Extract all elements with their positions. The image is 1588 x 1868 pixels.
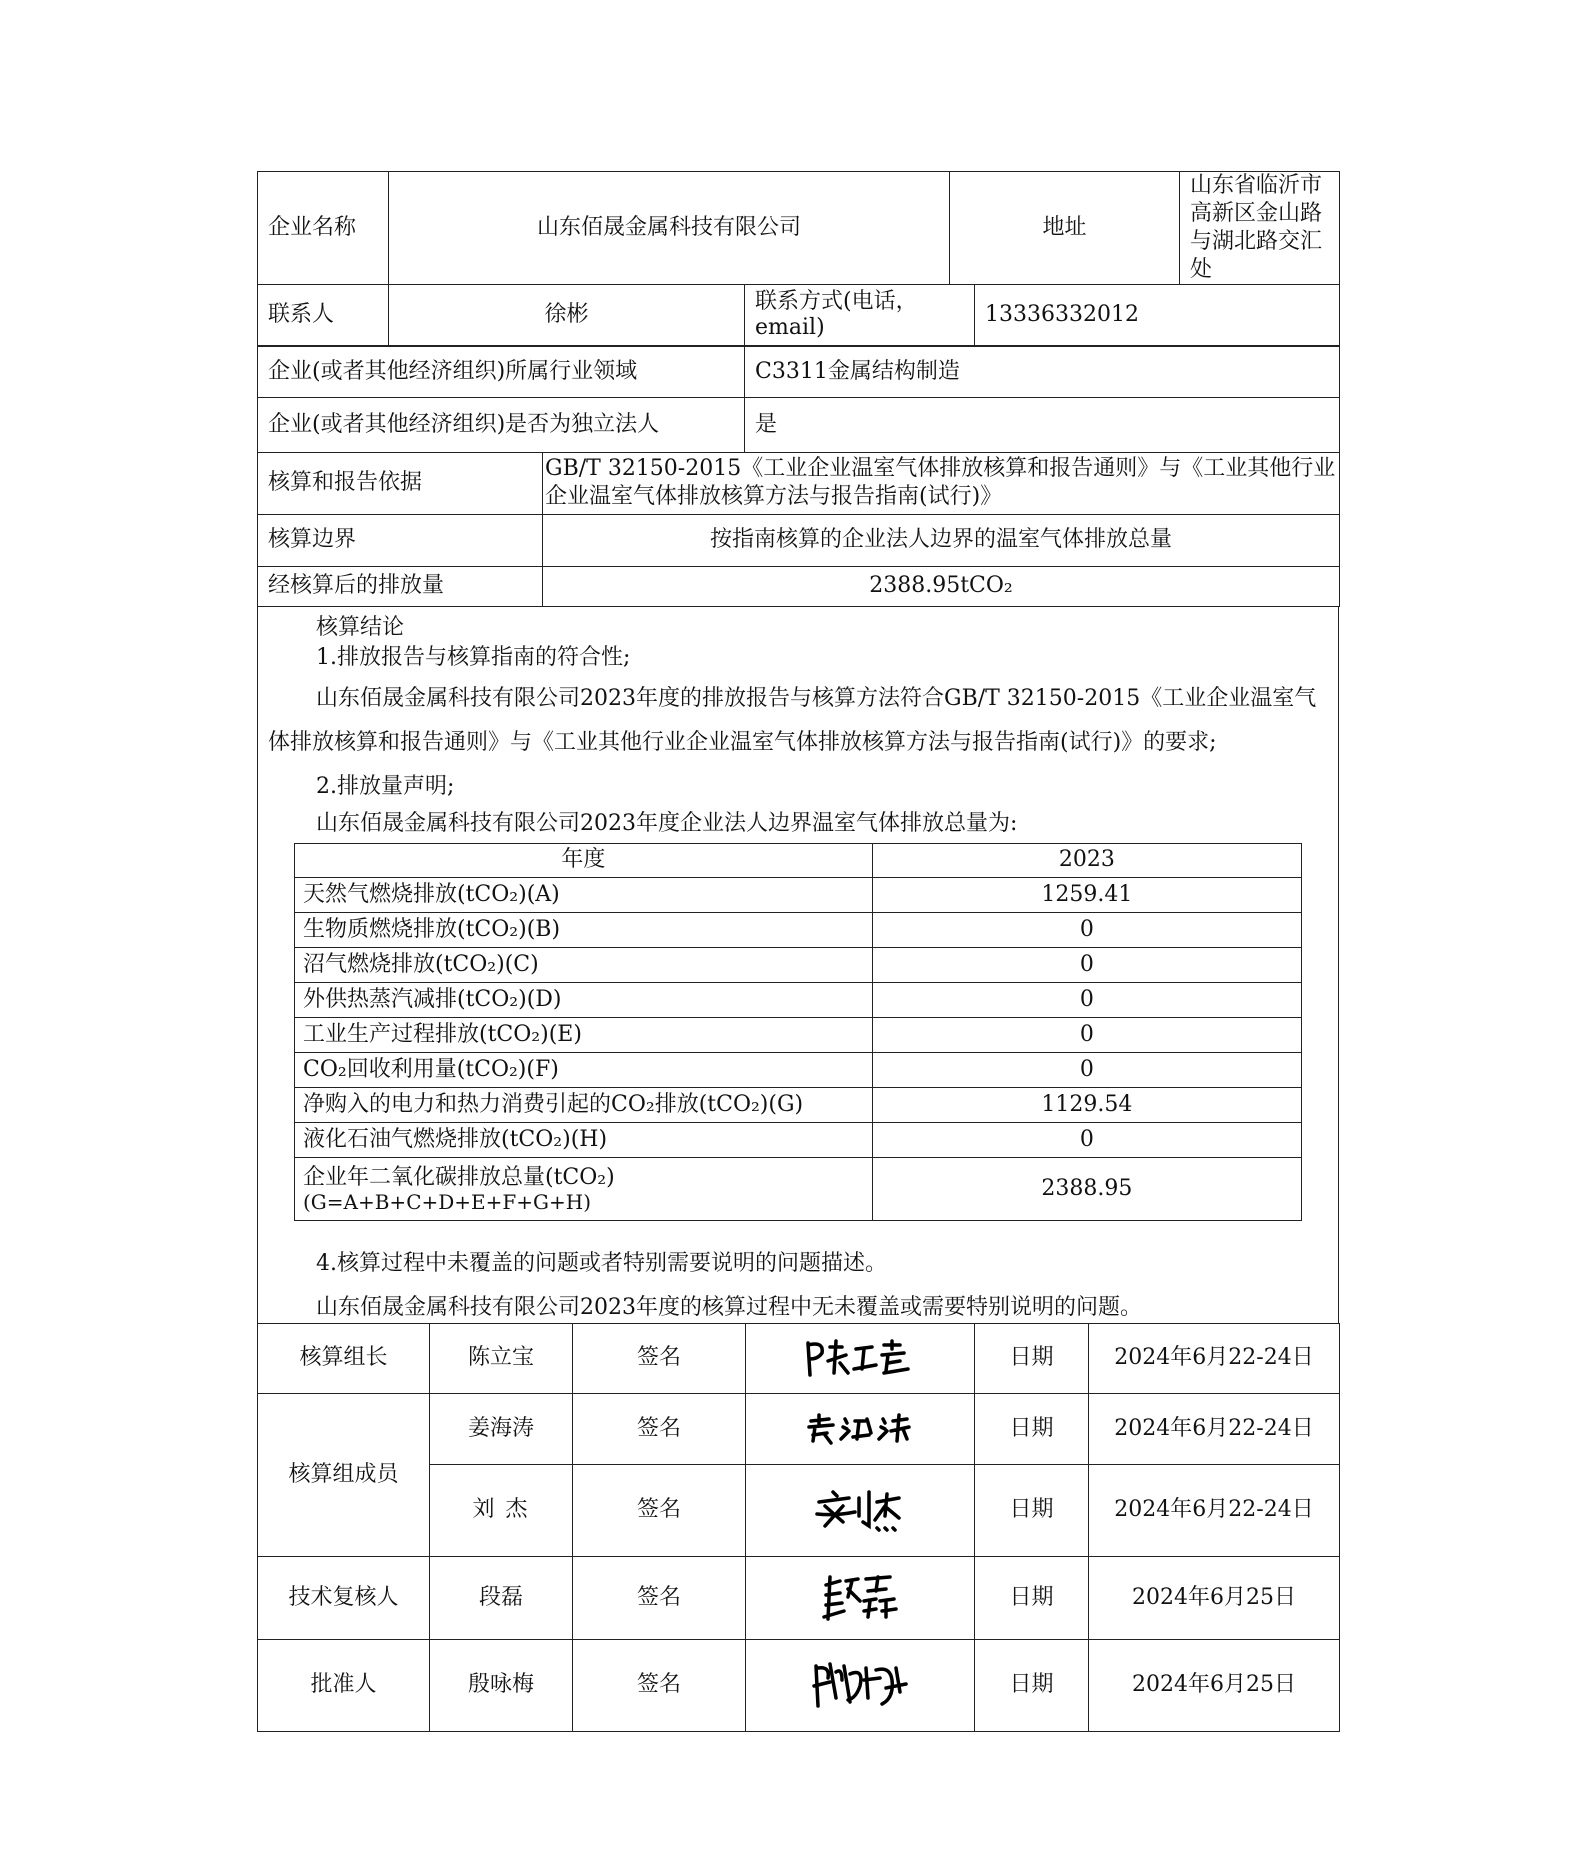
- leader-name: 陈立宝: [430, 1323, 573, 1393]
- handwritten-signature: [820, 1571, 900, 1625]
- reviewer-date-label: 日期: [975, 1556, 1089, 1639]
- reviewer-signature: [746, 1556, 975, 1639]
- approver-date-label: 日期: [975, 1639, 1089, 1731]
- verification-form: [257, 171, 1339, 1732]
- signature-table: [257, 1323, 1340, 1732]
- total-emission-formula: (G=A+B+C+D+E+F+G+H): [303, 1189, 592, 1214]
- handwritten-signature: [810, 1658, 910, 1712]
- emission-row-value: 0: [872, 1017, 1301, 1052]
- legal-person-label: 企业(或者其他经济组织)是否为独立法人: [258, 398, 745, 453]
- member1-date-label: 日期: [975, 1393, 1089, 1464]
- company-name-label: 企业名称: [258, 172, 389, 285]
- approver-role: 批准人: [258, 1639, 430, 1731]
- col-year-header: 年度: [295, 843, 873, 877]
- contact-label: 联系人: [258, 284, 389, 346]
- leader-date: 2024年6月22-24日: [1089, 1323, 1340, 1393]
- member1-name: 姜海涛: [430, 1393, 573, 1464]
- emission-row-label: CO₂回收利用量(tCO₂)(F): [295, 1052, 873, 1087]
- approver-name: 殷咏梅: [430, 1639, 573, 1731]
- conclusion-item-2: 2.排放量声明;: [316, 773, 455, 799]
- emission-row-value: 0: [872, 1052, 1301, 1087]
- total-emission-label: [295, 1157, 873, 1220]
- phone-value: 13336332012: [975, 284, 1340, 346]
- company-name-value: 山东佰晟金属科技有限公司: [389, 172, 950, 285]
- handwritten-signature: [800, 1335, 920, 1381]
- emission-row-label: 沼气燃烧排放(tCO₂)(C): [295, 947, 873, 982]
- emission-row-value: 0: [872, 947, 1301, 982]
- member2-signature: [746, 1464, 975, 1556]
- approver-signature: [746, 1639, 975, 1731]
- conclusion-item-4: 4.核算过程中未覆盖的问题或者特别需要说明的问题描述。: [316, 1250, 887, 1276]
- leader-signature: [746, 1323, 975, 1393]
- basis-label: 核算和报告依据: [258, 452, 543, 514]
- basis-table: [257, 452, 1340, 607]
- emission-row-label: 生物质燃烧排放(tCO₂)(B): [295, 912, 873, 947]
- emission-row-value: 1259.41: [872, 877, 1301, 912]
- address-value: 山东省临沂市高新区金山路与湖北路交汇处: [1180, 172, 1340, 285]
- emission-row-label: 工业生产过程排放(tCO₂)(E): [295, 1017, 873, 1052]
- industry-value: C3311金属结构制造: [745, 346, 1340, 398]
- conclusion-title: 核算结论: [316, 614, 405, 640]
- emission-label: 经核算后的排放量: [258, 566, 543, 606]
- leader-sign-label: 签名: [573, 1323, 746, 1393]
- total-emission-value: 2388.95: [872, 1157, 1301, 1220]
- emission-row-label: 天然气燃烧排放(tCO₂)(A): [295, 877, 873, 912]
- member2-date-label: 日期: [975, 1464, 1089, 1556]
- reviewer-date: 2024年6月25日: [1089, 1556, 1340, 1639]
- member1-date: 2024年6月22-24日: [1089, 1393, 1340, 1464]
- handwritten-signature: [805, 1411, 915, 1447]
- emission-row-label: 外供热蒸汽减排(tCO₂)(D): [295, 982, 873, 1017]
- member2-date: 2024年6月22-24日: [1089, 1464, 1340, 1556]
- handwritten-signature: [815, 1486, 905, 1534]
- enterprise-info-table: [257, 171, 1340, 285]
- reviewer-role: 技术复核人: [258, 1556, 430, 1639]
- boundary-value: 按指南核算的企业法人边界的温室气体排放总量: [543, 514, 1340, 566]
- address-label: 地址: [950, 172, 1180, 285]
- members-role: 核算组成员: [258, 1393, 430, 1556]
- enterprise-info-table-2: [257, 284, 1340, 347]
- emission-row-value: 0: [872, 912, 1301, 947]
- emissions-table: [294, 843, 1302, 1221]
- reviewer-sign-label: 签名: [573, 1556, 746, 1639]
- conclusion-item-2-text: 山东佰晟金属科技有限公司2023年度企业法人边界温室气体排放总量为:: [316, 810, 1018, 836]
- conclusion-item-4-text: 山东佰晟金属科技有限公司2023年度的核算过程中无未覆盖或需要特别说明的问题。: [316, 1294, 1142, 1320]
- conclusion-section: [257, 607, 1339, 1323]
- basis-value: GB/T 32150-2015《工业企业温室气体排放核算和报告通则》与《工业其他行业企业温室气体排放核算方法与报告指南(试行)》: [543, 452, 1340, 514]
- boundary-label: 核算边界: [258, 514, 543, 566]
- approver-date: 2024年6月25日: [1089, 1639, 1340, 1731]
- phone-label: 联系方式(电话，email): [745, 284, 975, 346]
- contact-value: 徐彬: [389, 284, 745, 346]
- emission-row-value: 1129.54: [872, 1087, 1301, 1122]
- member1-sign-label: 签名: [573, 1393, 746, 1464]
- reviewer-name: 段磊: [430, 1556, 573, 1639]
- member2-sign-label: 签名: [573, 1464, 746, 1556]
- industry-label: 企业(或者其他经济组织)所属行业领域: [258, 346, 745, 398]
- member2-name: 刘 杰: [430, 1464, 573, 1556]
- conclusion-item-1-text: 山东佰晟金属科技有限公司2023年度的排放报告与核算方法符合GB/T 32150-2015《工业企业温室气体排放核算和报告通则》与《工业其他行业企业温室气体排放核算方法与报告指南(试行)》的要求;: [268, 685, 1317, 755]
- col-value-header: 2023: [872, 843, 1301, 877]
- emission-row-label: 净购入的电力和热力消费引起的CO₂排放(tCO₂)(G): [295, 1087, 873, 1122]
- legal-person-value: 是: [745, 398, 1340, 453]
- emission-row-value: 0: [872, 1122, 1301, 1157]
- member1-signature: [746, 1393, 975, 1464]
- emission-row-label: 液化石油气燃烧排放(tCO₂)(H): [295, 1122, 873, 1157]
- leader-date-label: 日期: [975, 1323, 1089, 1393]
- emissions-table-wrapper: [294, 843, 1302, 1221]
- emission-row-value: 0: [872, 982, 1301, 1017]
- conclusion-item-1: 1.排放报告与核算指南的符合性;: [316, 644, 631, 670]
- approver-sign-label: 签名: [573, 1639, 746, 1731]
- total-emission-title: 企业年二氧化碳排放总量(tCO₂): [303, 1164, 615, 1190]
- emission-value: 2388.95tCO₂: [543, 566, 1340, 606]
- leader-role: 核算组长: [258, 1323, 430, 1393]
- industry-table: [257, 345, 1340, 453]
